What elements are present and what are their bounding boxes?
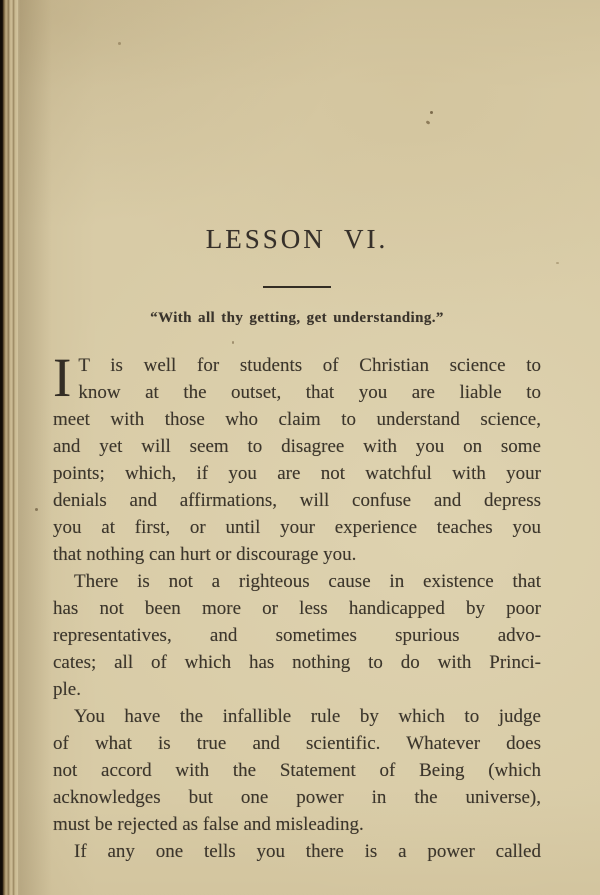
text-line: points; which, if you are not watchful with your (53, 463, 541, 484)
text-line: ple. (53, 679, 81, 700)
paragraph-4 (53, 838, 541, 865)
paper-speck (556, 262, 559, 264)
text-line: know at the outset, that you are liable to (78, 382, 541, 403)
text-line: T is well for students of Christian science to (78, 355, 541, 376)
text-line: that nothing can hurt or discourage you. (53, 544, 357, 565)
text-line: meet with those who claim to understand science, (53, 409, 541, 430)
text-line: representatives, and sometimes spurious advo- (53, 625, 541, 646)
text-line: and yet will seem to disagree with you on some (53, 436, 541, 457)
gutter-shadow (18, 0, 52, 895)
text-line: You have the infallible rule by which to judge (74, 706, 541, 727)
text-line: If any one tells you there is a power called (74, 841, 541, 862)
paragraph-1 (53, 347, 541, 568)
paragraph-2 (53, 568, 541, 703)
text-line: of what is true and scientific. Whatever does (53, 733, 541, 754)
paper-speck (35, 508, 38, 511)
text-line: must be rejected as false and misleading. (53, 814, 364, 835)
paragraph-3 (53, 703, 541, 838)
book-binding-edge (0, 0, 20, 895)
text-line: denials and affirmations, will confuse and depress (53, 490, 541, 511)
text-line: There is not a righteous cause in existence that (74, 571, 541, 592)
drop-cap: I (53, 347, 72, 408)
body-text (53, 347, 541, 865)
chapter-heading: LESSON VI. (205, 224, 389, 254)
page-content (53, 0, 541, 865)
epigraph-quote: “With all thy getting, get understanding.” (150, 310, 444, 326)
text-line: cates; all of which has nothing to do with Princi- (53, 652, 541, 673)
heading-rule (263, 286, 331, 288)
text-line: you at first, or until your experience teaches you (53, 517, 541, 538)
text-line: not accord with the Statement of Being (which (53, 760, 541, 781)
text-line: has not been more or less handicapped by poor (53, 598, 541, 619)
text-line: acknowledges but one power in the universe), (53, 787, 541, 808)
